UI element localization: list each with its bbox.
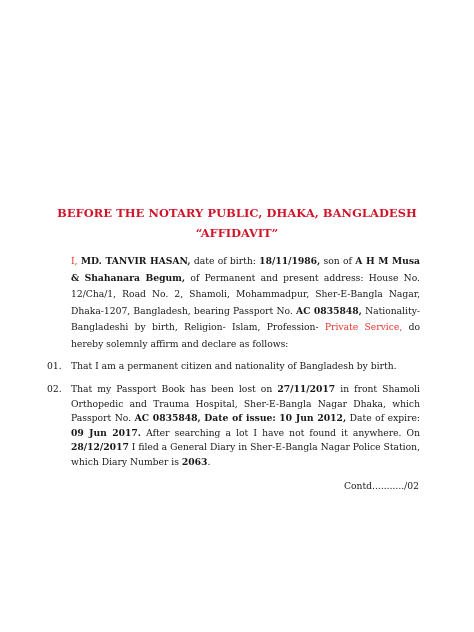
document-title: “AFFIDAVIT”	[195, 226, 279, 240]
item-number: 02.	[47, 384, 62, 395]
item-text-part: That my Passport Book has been lost on	[71, 384, 278, 395]
item-text	[71, 383, 420, 471]
mother-name: Shahanara Begum,	[84, 272, 186, 284]
intro-text-5: do hereby solemnly affirm and declare as follows:	[71, 322, 420, 350]
date-of-birth: 18/11/1986,	[259, 256, 321, 267]
expire-date: 09 Jun 2017.	[71, 427, 142, 439]
lost-date: 27/11/2017	[277, 384, 336, 395]
diary-number: 2063	[181, 456, 208, 468]
intro-text-4: Nationality-Bangladeshi by birth, Religion- Islam, Profession-	[71, 305, 420, 334]
gd-date: 28/12/2017	[71, 442, 129, 454]
item-number: 01.	[47, 361, 62, 372]
item-text-part: After searching a lot I have not found it anywhere. On	[141, 427, 420, 439]
intro-pronoun: I,	[71, 256, 78, 267]
continued-note: Contd.........../02	[344, 481, 419, 492]
father-name: A H M Musa &	[71, 256, 420, 284]
item-text: That I am a permanent citizen and nationality of Bangladesh by birth.	[71, 361, 397, 372]
passport-number: AC 0835848,	[295, 305, 362, 317]
intro-text-1: date of birth:	[190, 256, 260, 267]
deponent-name: MD. TANVIR HASAN,	[80, 256, 191, 267]
item-text-part: .	[207, 456, 211, 468]
item-text-part: in front Shamoli Orthopedic and Trauma Hospital, Sher-E-Bangla Nagar Dhaka, which Passport No.	[71, 384, 420, 425]
item-text-part: Date of expire:	[346, 413, 421, 425]
intro-text-3: of Permanent and present address: House No. 12/Cha/1, Road No. 2, Shamoli, Mohammadpur, Sher-E-Bangla Nagar, Dhaka-1207, Bangladesh, bearing Passport No.	[71, 272, 420, 317]
item-text-part: I filed a General Diary in Sher-E-Bangla Nagar Police Station, which Diary Number is	[71, 442, 420, 468]
profession: Private Service,	[324, 322, 403, 334]
intro-text-2: son of	[320, 256, 356, 267]
document-heading: BEFORE THE NOTARY PUBLIC, DHAKA, BANGLADESH	[57, 206, 417, 220]
issue-date: 10 Jun 2012,	[279, 413, 347, 425]
passport-number-2: AC 0835848,	[134, 413, 201, 425]
intro-paragraph	[71, 254, 420, 354]
issue-label: Date of issue:	[204, 413, 276, 425]
